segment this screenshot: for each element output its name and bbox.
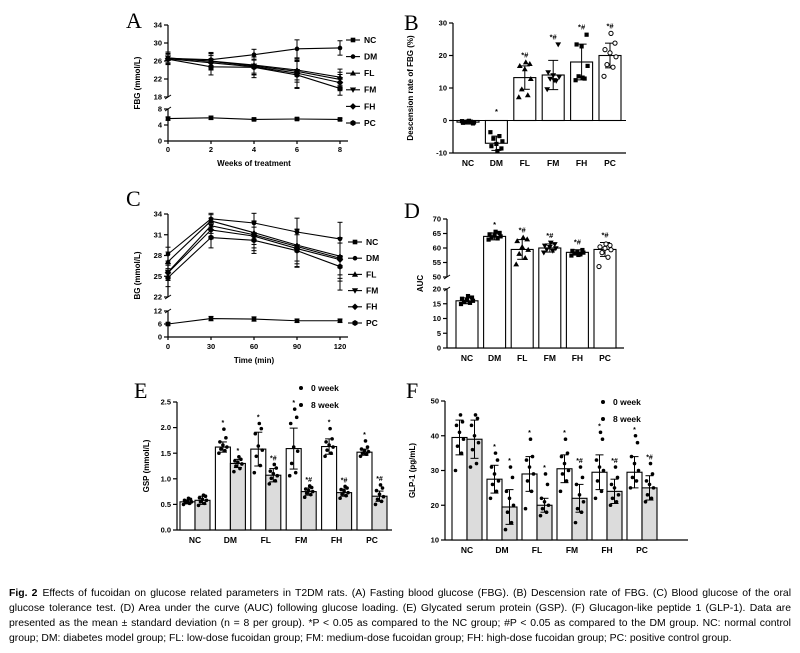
svg-text:60: 60 (432, 243, 441, 253)
svg-text:FBG (mmol/L): FBG (mmol/L) (133, 56, 142, 110)
svg-text:*: * (493, 219, 497, 229)
svg-text:6: 6 (294, 145, 300, 154)
svg-text:55: 55 (432, 258, 441, 268)
svg-text:FM: FM (364, 84, 377, 95)
svg-text:8: 8 (337, 145, 343, 154)
svg-text:NC: NC (461, 158, 475, 168)
svg-text:8: 8 (157, 104, 162, 114)
svg-text:*: * (493, 444, 496, 452)
svg-text:FL: FL (364, 68, 375, 79)
svg-text:10: 10 (430, 535, 439, 545)
svg-text:DM: DM (495, 545, 509, 555)
svg-text:DM: DM (487, 353, 502, 363)
svg-text:-10: -10 (436, 148, 447, 158)
panel-a (120, 8, 410, 184)
svg-text:8 week: 8 week (613, 413, 641, 424)
svg-text:18: 18 (153, 92, 162, 102)
svg-text:*#: *# (601, 230, 609, 240)
svg-text:0 week: 0 week (613, 396, 641, 407)
svg-text:Weeks of treatment: Weeks of treatment (217, 159, 291, 168)
svg-text:*: * (236, 447, 240, 455)
svg-text:0: 0 (436, 343, 441, 353)
svg-text:0.5: 0.5 (160, 500, 171, 509)
svg-text:50: 50 (432, 272, 441, 282)
svg-text:*: * (327, 419, 331, 427)
svg-text:FL: FL (517, 353, 528, 363)
svg-text:*#: *# (606, 21, 614, 31)
svg-text:0: 0 (157, 332, 162, 342)
svg-text:FM: FM (543, 353, 556, 363)
svg-text:*: * (292, 400, 296, 408)
svg-text:20: 20 (430, 500, 439, 510)
svg-text:PC: PC (366, 535, 378, 545)
svg-text:NC: NC (188, 535, 202, 545)
svg-text:DM: DM (223, 535, 238, 545)
svg-text:GSP (mmol/L): GSP (mmol/L) (142, 439, 151, 493)
svg-text:DM: DM (489, 158, 504, 168)
svg-text:34: 34 (153, 20, 162, 30)
panel-f-label: F (406, 378, 419, 403)
svg-text:FH: FH (330, 535, 343, 545)
svg-text:*#: *# (376, 475, 383, 483)
svg-text:22: 22 (153, 74, 162, 84)
svg-text:0: 0 (165, 342, 171, 351)
svg-text:*: * (363, 431, 366, 439)
svg-text:*: * (221, 420, 225, 428)
svg-text:PC: PC (604, 158, 616, 168)
svg-text:4: 4 (251, 145, 257, 154)
svg-text:PC: PC (636, 545, 648, 555)
svg-text:PC: PC (366, 317, 378, 328)
svg-text:FM: FM (366, 285, 379, 296)
svg-text:NC: NC (364, 34, 377, 45)
svg-text:30: 30 (438, 18, 447, 28)
panel-e-label: E (134, 378, 148, 403)
svg-text:2.5: 2.5 (160, 397, 171, 407)
svg-text:*#: *# (646, 454, 653, 462)
svg-text:25: 25 (153, 271, 162, 281)
svg-text:FL: FL (366, 269, 377, 280)
svg-text:10: 10 (432, 314, 441, 324)
svg-text:*: * (528, 430, 531, 438)
svg-text:8 week: 8 week (311, 399, 339, 410)
svg-text:12: 12 (153, 306, 162, 316)
panel-f-chart (400, 376, 700, 576)
svg-text:*: * (598, 423, 601, 431)
svg-text:2: 2 (208, 145, 214, 154)
svg-text:FM: FM (547, 158, 560, 168)
panel-c (120, 186, 410, 376)
panel-d-chart (400, 186, 690, 376)
svg-text:30: 30 (430, 466, 439, 476)
svg-text:31: 31 (153, 230, 162, 240)
svg-text:1.5: 1.5 (160, 448, 171, 458)
figure-caption-text: Effects of fucoidan on glucose related parameters in T2DM rats. (A) Fasting blood glucose (FBG). (B) Descension rate of FBG. (C) Blood glucose of the oral glucose tolerance test. (D) Area under the curve (AUC) following glucose loading. (E) Glycated serum protein (GSP). (F) Glucagon-like peptide 1 (GLP-1). Data are presented as the mean ± standard deviation (n = 8 per group). *P < 0.05 as compared to the NC group; #P < 0.05 as compared to the DM group. NC: normal control group; DM: diabetes model group; FL: low-dose fucoidan group; FM: medium-dose fucoidan group; FH: high-dose fucoidan group; PC: positive control group. (9, 588, 791, 644)
panel-f (400, 376, 700, 576)
svg-text:26: 26 (153, 56, 162, 66)
svg-text:30: 30 (206, 342, 216, 351)
svg-text:PC: PC (599, 353, 611, 363)
svg-text:FH: FH (366, 301, 378, 312)
svg-text:NC: NC (366, 236, 379, 247)
svg-text:GLP-1 (pg/mL): GLP-1 (pg/mL) (408, 442, 417, 499)
svg-text:*: * (633, 426, 636, 434)
panel-c-label: C (126, 186, 141, 211)
svg-text:*#: *# (549, 32, 557, 42)
svg-text:20: 20 (432, 284, 441, 294)
svg-text:*: * (543, 464, 546, 472)
svg-text:*: * (256, 414, 260, 422)
panel-a-chart (120, 8, 410, 184)
panel-d (400, 186, 690, 376)
svg-text:FL: FL (531, 545, 543, 555)
svg-text:PC: PC (364, 117, 376, 128)
svg-text:DM: DM (364, 51, 378, 62)
svg-text:*#: *# (576, 458, 583, 466)
svg-text:BG (mmol/L): BG (mmol/L) (133, 251, 142, 300)
panel-c-chart (120, 186, 410, 376)
svg-text:FM: FM (295, 535, 308, 545)
svg-text:40: 40 (430, 431, 439, 441)
svg-text:*#: *# (269, 455, 277, 463)
svg-text:0 week: 0 week (311, 382, 339, 393)
svg-text:1.0: 1.0 (160, 474, 171, 484)
panel-d-label: D (404, 198, 420, 223)
svg-text:30: 30 (153, 38, 162, 48)
svg-text:Time (min): Time (min) (233, 356, 275, 365)
svg-text:*#: *# (518, 225, 526, 235)
svg-text:20: 20 (438, 51, 447, 61)
svg-text:FM: FM (565, 545, 579, 555)
svg-text:*#: *# (521, 50, 529, 60)
svg-text:15: 15 (432, 299, 441, 309)
svg-text:0.0: 0.0 (160, 525, 171, 535)
svg-text:*#: *# (578, 22, 586, 32)
svg-text:FH: FH (601, 545, 613, 555)
panel-b (400, 8, 690, 184)
svg-text:2.0: 2.0 (160, 423, 171, 433)
svg-text:AUC: AUC (416, 274, 425, 293)
svg-text:50: 50 (430, 396, 439, 406)
svg-text:60: 60 (249, 342, 259, 351)
svg-text:5: 5 (436, 328, 441, 338)
svg-text:120: 120 (333, 342, 347, 351)
svg-text:65: 65 (432, 229, 441, 239)
svg-text:*#: *# (340, 477, 348, 485)
svg-text:FH: FH (571, 353, 584, 363)
panel-e-chart (120, 376, 410, 576)
svg-text:0: 0 (165, 145, 171, 154)
svg-text:28: 28 (153, 251, 162, 261)
svg-text:FH: FH (364, 101, 376, 112)
svg-text:90: 90 (292, 342, 302, 351)
svg-text:0: 0 (157, 136, 162, 146)
svg-text:FH: FH (575, 158, 588, 168)
svg-text:4: 4 (157, 120, 162, 130)
svg-text:*#: *# (611, 458, 618, 466)
svg-text:*#: *# (573, 237, 581, 247)
svg-text:NC: NC (460, 545, 474, 555)
panel-b-chart (400, 8, 690, 184)
svg-text:NC: NC (460, 353, 474, 363)
svg-text:*: * (563, 430, 566, 438)
panel-e (120, 376, 410, 576)
svg-text:10: 10 (438, 83, 447, 93)
svg-text:70: 70 (432, 214, 441, 224)
svg-text:*#: *# (546, 230, 554, 240)
figure-caption (9, 587, 791, 646)
svg-text:22: 22 (153, 292, 162, 302)
svg-text:FL: FL (519, 158, 530, 168)
svg-text:6: 6 (157, 319, 162, 329)
svg-text:0: 0 (442, 116, 447, 126)
panel-b-label: B (404, 10, 419, 35)
svg-text:*: * (508, 458, 511, 466)
svg-text:DM: DM (366, 253, 380, 264)
svg-text:FL: FL (260, 535, 271, 545)
panel-a-label: A (126, 8, 142, 33)
svg-text:34: 34 (153, 209, 162, 219)
svg-text:*#: *# (305, 476, 313, 484)
figure-caption-label: Fig. 2 (9, 588, 38, 600)
svg-text:*: * (494, 106, 498, 116)
svg-text:Descension rate of FBG (%): Descension rate of FBG (%) (406, 35, 415, 141)
